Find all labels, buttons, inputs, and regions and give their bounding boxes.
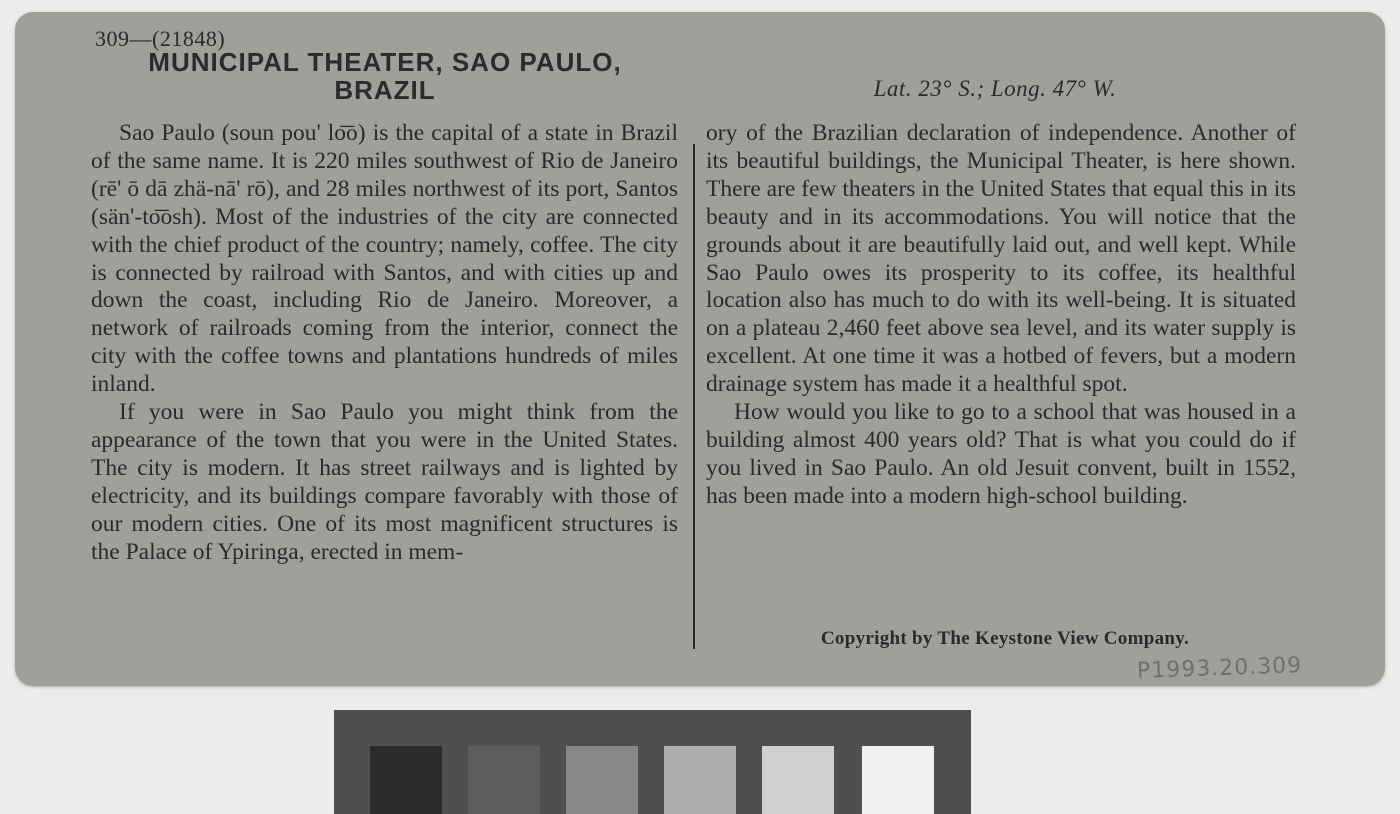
- right-text-column: [706, 120, 1296, 511]
- card-number: 309—(21848): [95, 26, 226, 51]
- paragraph-3: How would you like to go to a school that was housed in a building almost 400 years old? That is what you could do if you lived in Sao Paulo. An old Jesuit convent, built in 1552, has been made into a modern high-school building.: [706, 399, 1296, 509]
- paragraph-2-continued: ory of the Brazilian declaration of independence. Another of its beautiful buildings, the Municipal Theater, is here shown. There are few theaters in the United States that equal this in its beauty and in its accommodations. You will notice that the grounds about it are beautifully laid out, and well kept. While Sao Paulo owes its prosperity to its coffee, its healthful location also has much to do with its well-being. It is situated on a plateau 2,460 feet above sea level, and its water supply is excellent. At one time it was a hotbed of fevers, but a modern drainage system has made it a healthful spot.: [706, 120, 1296, 398]
- paragraph-1: Sao Paulo (soun pou' lo͞o) is the capital of a state in Brazil of the same name. It is 220 miles southwest of Rio de Janeiro (rē' ō dā zhä-nā' rō), and 28 miles northwest of its port, Santos (sän'-to͞osh). Most of the industries of the city are connected with the chief product of the country; namely, coffee. The city is connected by railroad with Santos, and with cities up and down the coast, including Rio de Janeiro. Moreover, a network of railroads coming from the interior, connect the city with the coffee towns and plantations hundreds of miles inland.: [91, 120, 678, 398]
- gray-swatch: [762, 746, 834, 814]
- stereograph-card-back: [15, 12, 1385, 686]
- column-divider: [693, 144, 695, 649]
- gray-swatch: [862, 746, 934, 814]
- gray-swatch: [468, 746, 540, 814]
- card-title: [75, 48, 695, 104]
- gray-swatch: [370, 746, 442, 814]
- gray-scale-target: [334, 710, 971, 814]
- card-title-line-2: BRAZIL: [334, 75, 436, 105]
- copyright-notice: Copyright by The Keystone View Company.: [820, 628, 1190, 649]
- card-title-line-1: MUNICIPAL THEATER, SAO PAULO,: [148, 47, 622, 77]
- left-text-column: [91, 120, 678, 567]
- gray-swatch: [664, 746, 736, 814]
- paragraph-2: If you were in Sao Paulo you might think from the appearance of the town that you were in the United States. The city is modern. It has street railways and is lighted by electricity, and its buildings compare favorably with those of our modern cities. One of its most magnificent structures is the Palace of Ypiringa, erected in mem-: [91, 399, 678, 565]
- coordinates: Lat. 23° S.; Long. 47° W.: [873, 76, 1117, 101]
- accession-number: P1993.20.309: [1136, 653, 1303, 684]
- gray-swatch: [566, 746, 638, 814]
